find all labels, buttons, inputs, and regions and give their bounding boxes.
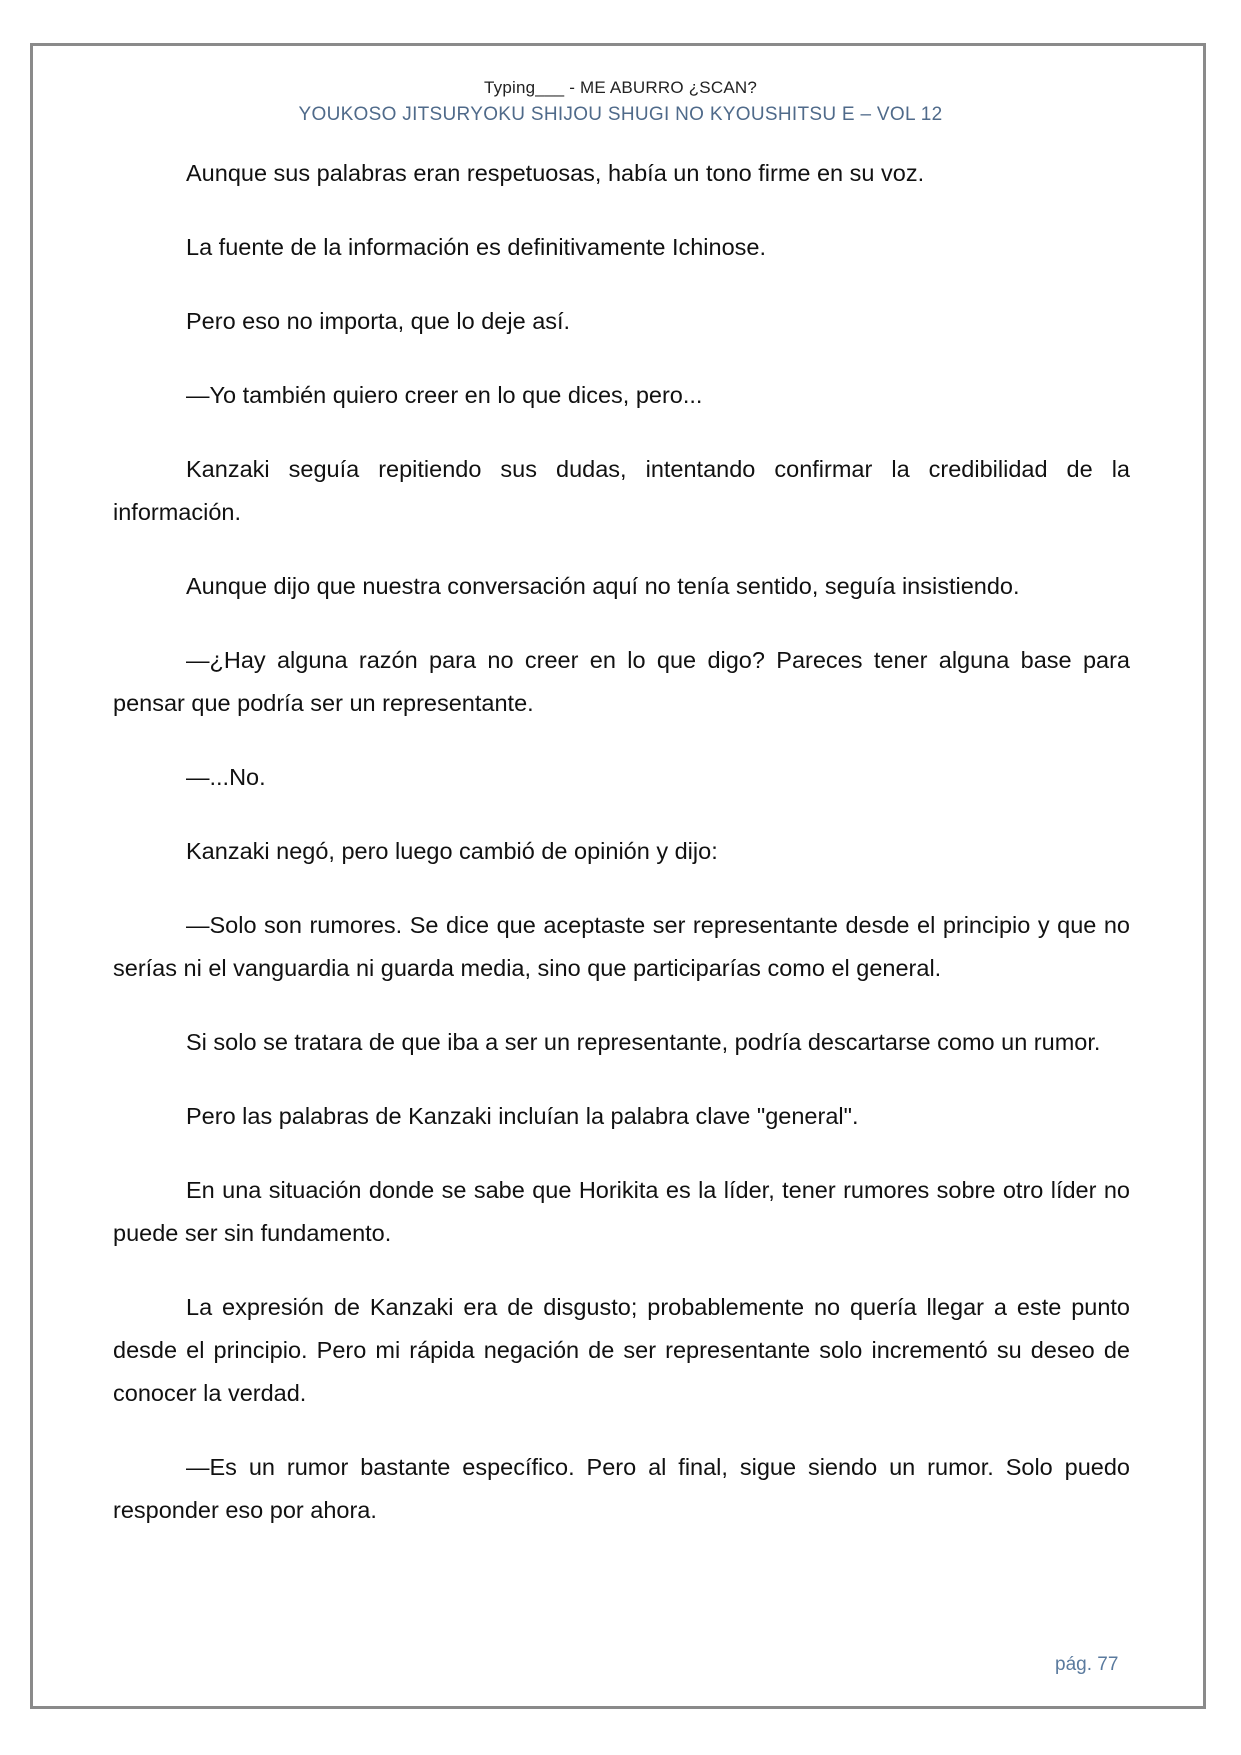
paragraph: —Es un rumor bastante específico. Pero al final, sigue siendo un rumor. Solo puedo responder eso por ahora. [113,1454,1130,1523]
scan-credit: Typing___ - ME ABURRO ¿SCAN? [484,78,757,97]
body-text [113,152,1130,1563]
paragraph: Si solo se tratara de que iba a ser un representante, podría descartarse como un rumor. [186,1029,1101,1055]
page-number: pág. 77 [1055,1654,1119,1675]
paragraph: En una situación donde se sabe que Horikita es la líder, tener rumores sobre otro líder no puede ser sin fundamento. [113,1177,1130,1246]
paragraph: —¿Hay alguna razón para no creer en lo que digo? Pareces tener alguna base para pensar que podría ser un representante. [113,647,1130,716]
paragraph: —Solo son rumores. Se dice que aceptaste ser representante desde el principio y que no serías ni el vanguardia ni guarda media, sino que participarías como el general. [113,912,1130,981]
paragraph: —...No. [186,764,266,790]
paragraph: La fuente de la información es definitivamente Ichinose. [186,234,767,260]
paragraph: Pero eso no importa, que lo deje así. [186,308,571,334]
book-title: YOUKOSO JITSURYOKU SHIJOU SHUGI NO KYOUSHITSU E – VOL 12 [298,104,943,125]
paragraph: —Yo también quiero creer en lo que dices, pero... [186,382,703,408]
paragraph: Kanzaki negó, pero luego cambió de opinión y dijo: [186,838,718,864]
paragraph: Aunque dijo que nuestra conversación aquí no tenía sentido, seguía insistiendo. [186,573,1020,599]
paragraph: Kanzaki seguía repitiendo sus dudas, intentando confirmar la credibilidad de la información. [113,456,1130,525]
paragraph: La expresión de Kanzaki era de disgusto; probablemente no quería llegar a este punto desde el principio. Pero mi rápida negación de ser representante solo incrementó su deseo de conocer la verdad. [113,1294,1130,1406]
paragraph: Pero las palabras de Kanzaki incluían la palabra clave "general". [186,1103,859,1129]
paragraph: Aunque sus palabras eran respetuosas, había un tono firme en su voz. [186,160,925,186]
page-header [0,75,1241,129]
